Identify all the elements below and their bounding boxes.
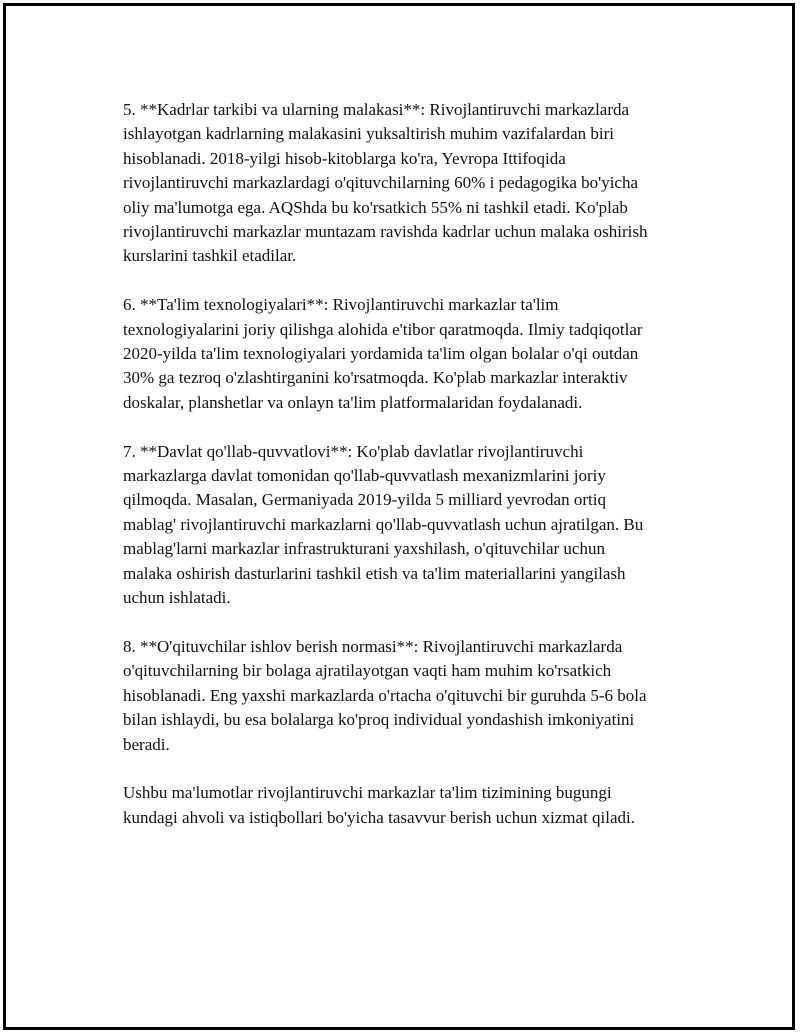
text-line: uchun ishlatadi. — [123, 588, 231, 608]
page-frame — [3, 3, 795, 1030]
text-line: 7. **Davlat qo'llab-quvvatlovi**: Ko'plab davlatlar rivojlantiruvchi — [123, 441, 584, 461]
text-line: 6. **Ta'lim texnologiyalari**: Rivojlantiruvchi markazlar ta'lim — [123, 295, 559, 315]
text-line: mablag'larni markazlar infrastrukturani yaxshilash, o'qituvchilar uchun — [123, 539, 605, 559]
text-line: bilan ishlaydi, bu esa bolalarga ko'proq individual yondashish imkoniyatini — [123, 710, 635, 730]
text-line: hisoblanadi. Eng yaxshi markazlarda o'rtacha o'qituvchi bir guruhda 5-6 bola — [123, 685, 647, 705]
text-line: mablag' rivojlantiruvchi markazlarni qo'llab-quvvatlash uchun ajratilgan. Bu — [123, 514, 644, 534]
text-line: 2020-yilda ta'lim texnologiyalari yordamida ta'lim olgan bolalar o'qi outdan — [123, 344, 639, 364]
text-line: kundagi ahvoli va istiqbollari bo'yicha tasavvur berish uchun xizmat qiladi. — [123, 807, 636, 827]
text-line: doskalar, planshetlar va onlayn ta'lim platformalaridan foydalanadi. — [123, 392, 583, 412]
text-line: kurslarini tashkil etadilar. — [123, 246, 297, 266]
paragraph-conclusion — [123, 781, 713, 830]
text-line: Ushbu ma'lumotlar rivojlantiruvchi markazlar ta'lim tizimining bugungi — [123, 783, 612, 803]
paragraph-davlat-qollab-quvvatlovi — [123, 440, 713, 611]
text-line: ishlayotgan kadrlarning malakasini yuksaltirish muhim vazifalardan biri — [123, 124, 614, 144]
text-line: qilmoqda. Masalan, Germaniyada 2019-yilda 5 milliard yevrodan ortiq — [123, 490, 606, 510]
text-line: markazlarga davlat tomonidan qo'llab-quvvatlash mexanizmlarini joriy — [123, 466, 606, 486]
text-line: 30% ga tezroq o'zlashtirganini ko'rsatmoqda. Ko'plab markazlar interaktiv — [123, 368, 628, 388]
text-line: texnologiyalarini joriy qilishga alohida e'tibor qaratmoqda. Ilmiy tadqiqotlar — [123, 319, 643, 339]
text-line: rivojlantiruvchi markazlardagi o'qituvchilarning 60% i pedagogika bo'yicha — [123, 173, 639, 193]
text-line: beradi. — [123, 734, 170, 754]
text-line: hisoblanadi. 2018-yilgi hisob-kitoblarga ko'ra, Yevropa Ittifoqida — [123, 148, 566, 168]
paragraph-kadrlar — [123, 98, 713, 269]
text-line: 5. **Kadrlar tarkibi va ularning malakasi**: Rivojlantiruvchi markazlarda — [123, 100, 630, 119]
paragraph-oqituvchilar-normasi — [123, 635, 713, 757]
text-line: rivojlantiruvchi markazlar muntazam ravishda kadrlar uchun malaka oshirish — [123, 222, 648, 242]
text-line: 8. **O'qituvchilar ishlov berish normasi**: Rivojlantiruvchi markazlarda — [123, 636, 623, 656]
document-body — [123, 98, 713, 855]
paragraph-talim-texnologiyalari — [123, 293, 713, 415]
text-line: oliy ma'lumotga ega. AQShda bu ko'rsatkich 55% ni tashkil etadi. Ko'plab — [123, 197, 628, 217]
text-line: malaka oshirish dasturlarini tashkil etish va ta'lim materiallarini yangilash — [123, 563, 626, 583]
text-line: o'qituvchilarning bir bolaga ajratilayotgan vaqti ham muhim ko'rsatkich — [123, 661, 612, 681]
